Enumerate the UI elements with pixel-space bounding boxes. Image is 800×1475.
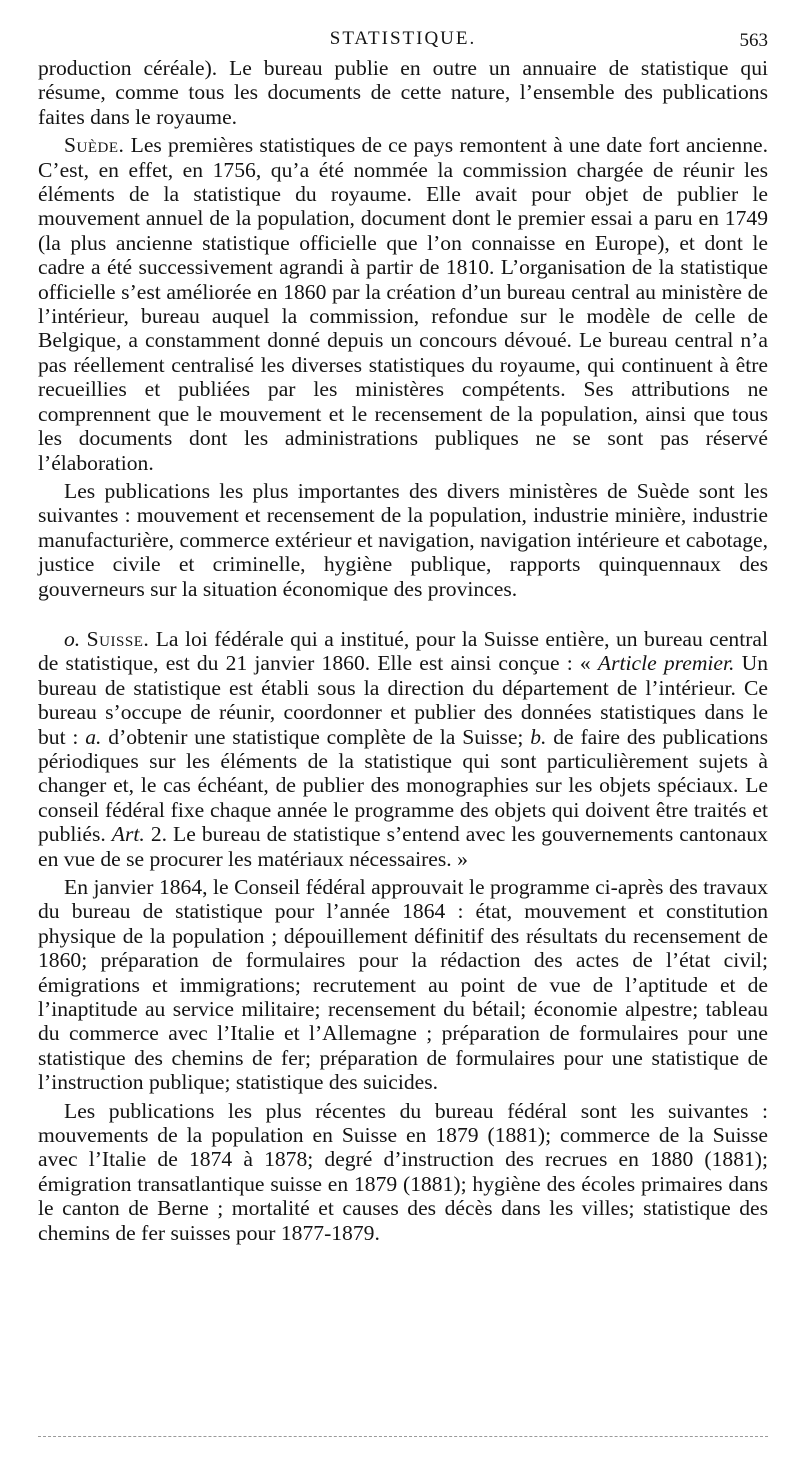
paragraph-continuation: production céréale). Le bureau publie en outre un annuaire de statistique qui résume, comme tous les documents de cette nature, l’ensemble des publications faites dans le royaume.: [38, 56, 768, 129]
section-label-suisse: Suisse.: [86, 626, 150, 651]
section-label-suede: Suède.: [64, 133, 125, 158]
paragraph-programme-1864: En janvier 1864, le Conseil fédéral approuvait le programme ci-après des travaux du bureau de statistique pour l’année 1864 : état, mouvement et constitution physique de la population ; dépouillement définitif des résultats du recensement de 1860; préparation de formulaires pour la rédaction des actes de l’état civil; émigrations et immigrations; recrutement au point de vue de l’aptitude et de l’inaptitude au service militaire; recensement du bétail; économie alpestre; tableau du commerce avec l’Italie et l’Allemagne ; préparation de formulaires pour une statistique des chemins de fer; préparation de formulaires pour une statistique de l’instruction publique; statistique des suicides.: [38, 875, 768, 1095]
suisse-text-2: Un bureau de statistique est établi sous la direction du département de l’intérieur. Ce bureau s’occupe de réunir, coordonner et publier des données statistiques dans le but :: [38, 651, 768, 749]
page-number: 563: [739, 30, 768, 51]
running-head: [38, 22, 768, 56]
suisse-italic-4: Art.: [111, 822, 145, 847]
suisse-italic-2: a.: [85, 724, 102, 749]
paragraph-suede: [38, 133, 768, 475]
suisse-italic-3: b.: [530, 724, 547, 749]
running-title: STATISTIQUE.: [329, 28, 477, 49]
suisse-text-4: de faire des publications périodiques sur les éléments de la statistique qui sont particulièrement sujets à changer et, le cas échéant, de publier des monographies sur les objets spéciaux. Le conseil fédéral fixe chaque année le programme des objets qui doivent être traités et publiés.: [38, 724, 768, 847]
suisse-italic-1: Article premier.: [597, 651, 735, 676]
footer-rule: [38, 1436, 768, 1437]
suisse-text-1: La loi fédérale qui a institué, pour la Suisse entière, un bureau central de statistique, est du 21 janvier 1860. Elle est ainsi conçue : «: [38, 626, 768, 676]
paragraph-publications-recentes: Les publications les plus récentes du bureau fédéral sont les suivantes : mouvements de la population en Suisse en 1879 (1881); commerce de la Suisse avec l’Italie de 1874 à 1878; degré d’instruction des recrues en 1880 (1881); émigration transatlantique suisse en 1879 (1881); hygiène des écoles primaires dans le canton de Berne ; mortalité et causes des décès dans les villes; statistique des chemins de fer suisses pour 1877-1879.: [38, 1098, 768, 1245]
paragraph-suede-publications: Les publications les plus importantes des divers ministères de Suède sont les suivantes : mouvement et recensement de la population, industrie minière, industrie manufacturière, commerce extérieur et navigation, navigation intérieure et cabotage, justice civile et criminelle, hygiène publique, rapports quinquennaux des gouverneurs sur la situation économique des provinces.: [38, 478, 768, 601]
suisse-text-5: 2. Le bureau de statistique s’entend avec les gouvernements cantonaux en vue de se procurer les matériaux nécessaires. »: [38, 822, 768, 871]
paragraph-suisse: [38, 627, 768, 871]
paragraph-suede-text: Les premières statistiques de ce pays remontent à une date fort ancienne. C’est, en effet, en 1756, qu’a été nommée la commission chargée de réunir les éléments de la statistique du royaume. Elle avait pour objet de publier le mouvement annuel de la population, document dont le premier essai a paru en 1749 (la plus ancienne statistique officielle que l’on connaisse en Europe), et dont le cadre a été successivement agrandi à partir de 1810. L’organisation de la statistique officielle s’est améliorée en 1860 par la création d’un bureau central au ministère de l’intérieur, bureau auquel la commission, refondue sur le modèle de celle de Belgique, a constamment donné depuis un concours dévoué. Le bureau central n’a pas réellement centralisé les diverses statistiques du royaume, qui continuent à être recueillies et publiées par les ministères compétents. Ses attributions ne comprennent que le mouvement et le recensement de la population, ainsi que tous les documents dont les administrations publiques ne se sont pas réservé l’élaboration.: [38, 133, 768, 475]
page: [38, 22, 768, 1245]
suisse-text-3: d’obtenir une statistique complète de la Suisse;: [101, 724, 531, 749]
section-marker: o.: [64, 626, 81, 651]
